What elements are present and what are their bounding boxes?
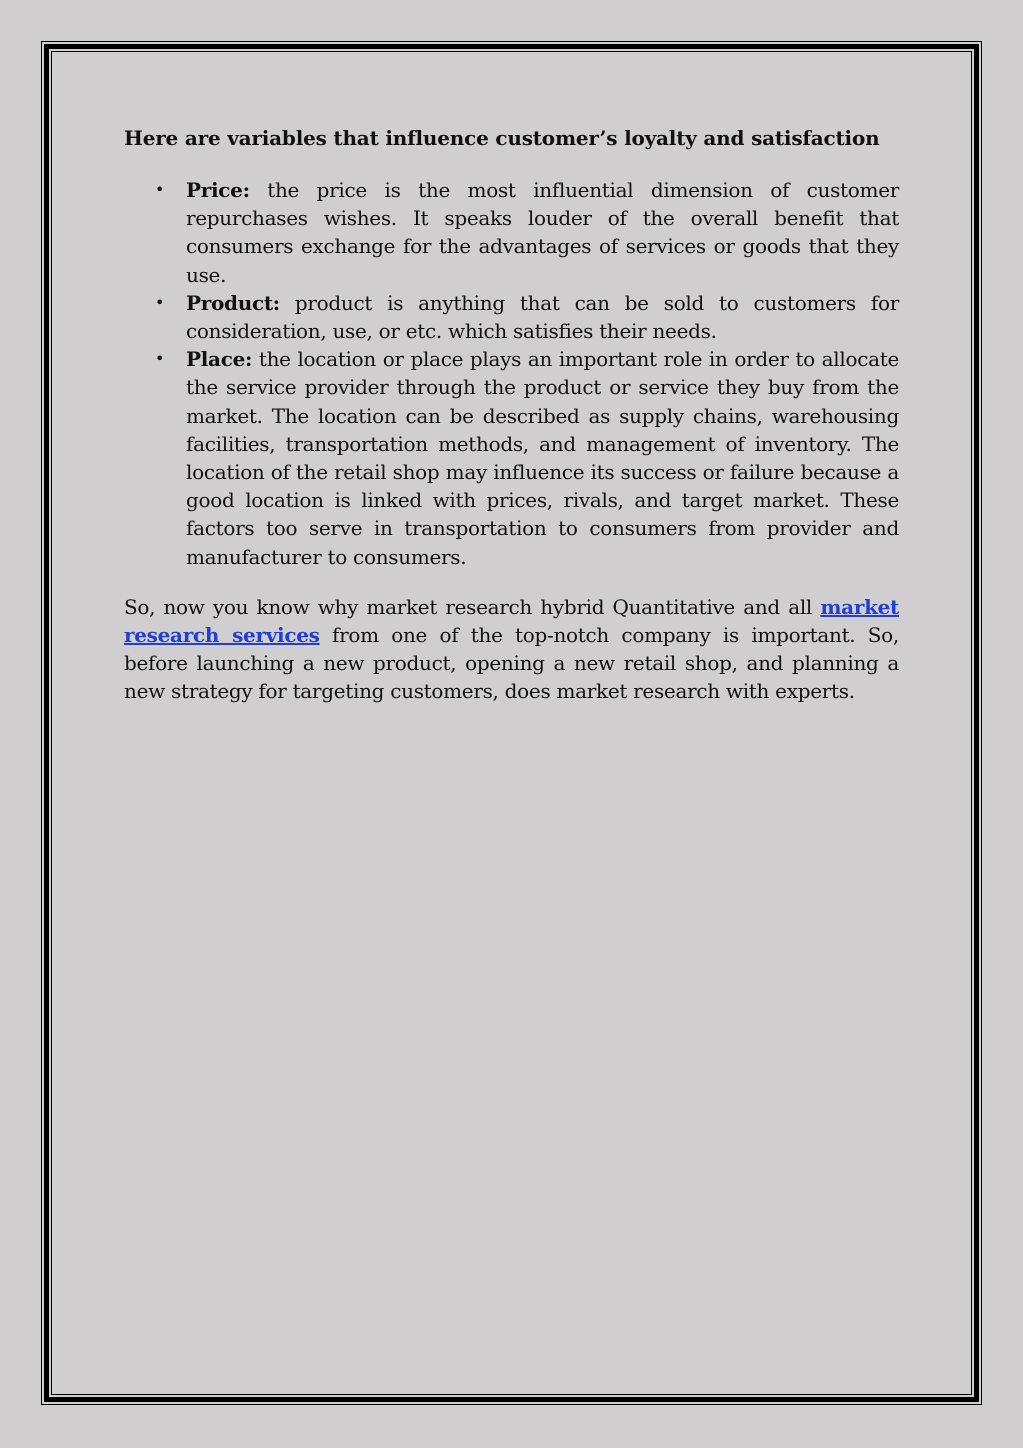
list-item-product xyxy=(124,289,899,345)
section-heading: Here are variables that influence customer’s loyalty and satisfaction xyxy=(124,126,880,150)
variables-list xyxy=(124,176,899,571)
document-body xyxy=(124,124,899,706)
list-item-place xyxy=(124,345,899,571)
closing-text-start: So, now you know why market research hybrid Quantitative and all xyxy=(124,594,821,619)
closing-text-end: from one of the top-notch company is important. So, before launching a new product, opening a new retail shop, and planning a new strategy for targeting customers, does market research with experts. xyxy=(124,623,899,704)
market-research-services-link[interactable]: market research services xyxy=(124,594,899,648)
item-label: Price: xyxy=(186,178,250,202)
item-text: product is anything that can be sold to customers for consideration, use, or etc. which satisfies their needs. xyxy=(186,290,899,344)
bullet-icon: • xyxy=(155,180,165,199)
item-label: Place: xyxy=(186,347,253,372)
bullet-icon: • xyxy=(155,349,165,369)
item-label: Product: xyxy=(186,290,280,315)
list-item-price xyxy=(124,176,899,289)
item-text: the location or place plays an important role in order to allocate the service provider through the product or service they buy from the market. The location can be described as supply chains, warehousing facilities, transportation methods, and management of inventory. The location of the retail shop may influence its success or failure because a good location is linked with prices, rivals, and target market. These factors too serve in transportation to consumers from provider and manufacturer to consumers. xyxy=(186,347,899,569)
item-text: the price is the most influential dimension of customer repurchases wishes. It speaks louder of the overall benefit that consumers exchange for the advantages of services or goods that they use. xyxy=(186,178,899,287)
closing-paragraph xyxy=(124,593,899,706)
bullet-icon: • xyxy=(155,292,165,312)
